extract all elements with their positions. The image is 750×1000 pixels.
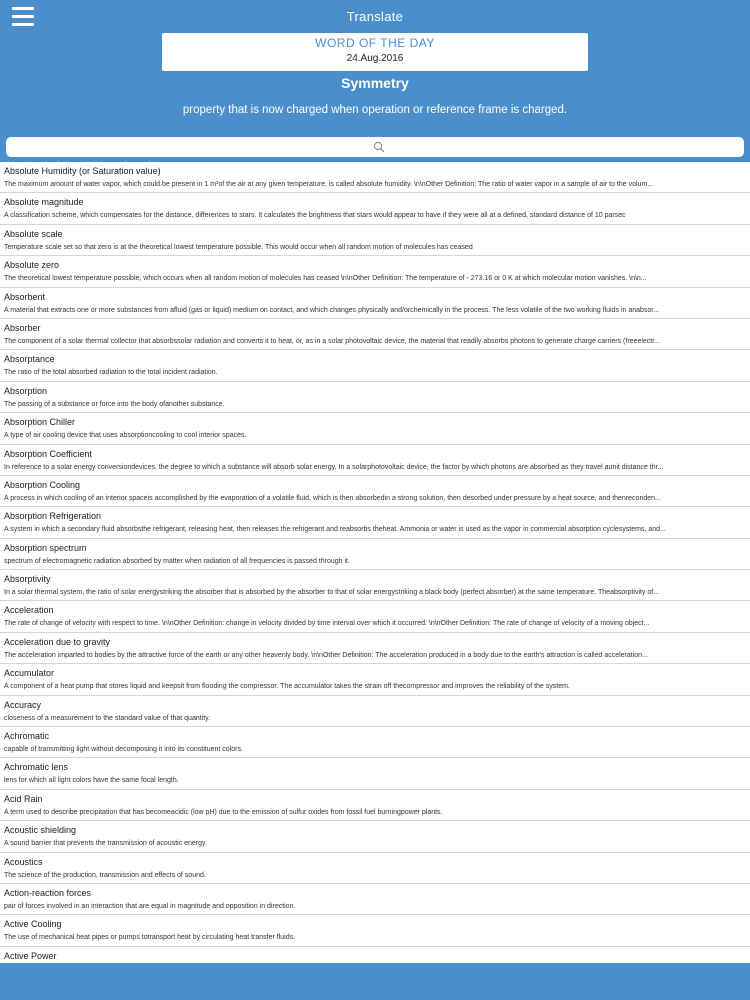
entry-term: Absorption Chiller bbox=[4, 417, 76, 428]
list-item[interactable] bbox=[0, 350, 750, 381]
list-item[interactable] bbox=[0, 601, 750, 632]
entry-definition: A term used to describe precipitation that has becomeacidic (low pH) due to the emission of sulfur oxides from fossil fuel burningpower plants. bbox=[4, 808, 443, 816]
entry-definition: A sound barrier that prevents the transmission of acoustic energy. bbox=[4, 840, 207, 848]
list-item[interactable] bbox=[0, 790, 750, 821]
entry-term: Absorption spectrum bbox=[4, 542, 87, 553]
entry-term: Acoustics bbox=[4, 856, 43, 867]
footer-bar bbox=[0, 963, 750, 1000]
entry-term: Absolute Humidity (or Saturation value) bbox=[4, 166, 161, 176]
entry-definition: pair of forces involved in an interaction that are equal in magnitude and opposition in direction. bbox=[4, 902, 296, 910]
list-item[interactable] bbox=[0, 445, 750, 476]
nav-title: Translate bbox=[346, 9, 404, 24]
entry-definition: The science of the production, transmission and effects of sound. bbox=[4, 871, 206, 879]
list-item[interactable] bbox=[0, 664, 750, 695]
entry-definition: The component of a solar thermal collector that absorbssolar radiation and converts it to heat, or, as in a solar photovoltaic device, the material that readily absorbs photons to generate charge carriers (freeelectr... bbox=[4, 337, 661, 345]
search-icon bbox=[373, 141, 385, 153]
list-item[interactable] bbox=[0, 225, 750, 256]
search-bar bbox=[0, 130, 750, 162]
list-item[interactable] bbox=[0, 884, 750, 915]
list-item[interactable] bbox=[0, 853, 750, 884]
entry-term: Action-reaction forces bbox=[4, 887, 92, 898]
entry-definition: A component of a heat pump that stores liquid and keepsit from flooding the compressor. The accumulator takes the strain off thecompressor and improves the reliability of the system. bbox=[4, 683, 570, 691]
word-of-the-day-date: 24.Aug.2016 bbox=[346, 53, 404, 64]
list-item[interactable] bbox=[0, 507, 750, 538]
list-item[interactable] bbox=[0, 758, 750, 789]
entry-definition: In a solar thermal system, the ratio of solar energystriking the absorber that is absorbed by the absorber to that of solar energystriking a black body (perfect absorber) at the same temperature. Theabsorptivity of... bbox=[4, 589, 660, 597]
list-item[interactable] bbox=[0, 162, 750, 193]
entry-term: Acceleration bbox=[4, 605, 54, 616]
list-item[interactable] bbox=[0, 947, 750, 963]
list-item[interactable] bbox=[0, 476, 750, 507]
entry-term: Active Cooling bbox=[4, 919, 62, 930]
word-of-the-day-label: WORD OF THE DAY bbox=[315, 36, 435, 50]
entry-definition: A type of air cooling device that uses absorptioncooling to cool interior spaces. bbox=[4, 432, 247, 440]
list-item[interactable] bbox=[0, 727, 750, 758]
entry-definition: lens for which all light colors have the same focal length. bbox=[4, 777, 179, 785]
entry-definition: The ratio of the total absorbed radiation to the total incident radiation. bbox=[4, 369, 218, 377]
list-item[interactable] bbox=[0, 696, 750, 727]
list-item[interactable] bbox=[0, 413, 750, 444]
glossary-list[interactable] bbox=[0, 162, 750, 963]
entry-term: Acoustic shielding bbox=[4, 825, 77, 836]
entry-definition: In reference to a solar energy conversiondevices, the degree to which a substance will absorb solar energy. In a solarphotovoltaic device, the factor by which photons are absorbed as they travel aunit distance thr... bbox=[4, 463, 664, 471]
entry-term: Accuracy bbox=[4, 699, 42, 710]
entry-definition: closeness of a measurement to the standard value of that quantity. bbox=[4, 714, 211, 722]
entry-term: Absorption Cooling bbox=[4, 479, 81, 490]
entry-term: Absorptivity bbox=[4, 574, 51, 585]
word-of-the-day-word: Symmetry bbox=[341, 75, 409, 91]
search-box[interactable] bbox=[6, 137, 744, 157]
list-item[interactable] bbox=[0, 382, 750, 413]
entry-term: Absorption Refrigeration bbox=[4, 511, 102, 522]
list-item[interactable] bbox=[0, 915, 750, 946]
entry-term: Absorbent bbox=[4, 291, 46, 302]
list-item[interactable] bbox=[0, 256, 750, 287]
entry-definition: Temperature scale set so that zero is at the theoretical lowest temperature possible. This would occur when all random motion of molecules has ceased bbox=[4, 243, 473, 251]
word-of-the-day-card[interactable] bbox=[162, 33, 588, 71]
entry-term: Absolute zero bbox=[4, 260, 60, 271]
entry-term: Active Power bbox=[4, 950, 57, 961]
entry-definition: spectrum of electromagnetic radiation absorbed by matter when radiation of all frequencies is passed through it. bbox=[4, 557, 350, 565]
entry-definition: A material that extracts one or more substances from afluid (gas or liquid) medium on contact, and which changes physically and/orchemically in the process. The less volatile of the two working fluids in anabsor... bbox=[4, 306, 660, 314]
entry-definition: The acceleration imparted to bodies by the attractive force of the earth or any other heavenly body. \n\nOther Definition: The acceleration produced in a body due to the earth's attraction is called acceleration... bbox=[4, 651, 648, 659]
entry-definition: The passing of a substance or force into the body ofanother substance. bbox=[4, 400, 225, 408]
entry-term: Accumulator bbox=[4, 668, 55, 679]
entry-definition: The rate of change of velocity with respect to time. \n\nOther Definition: change in velocity divided by time interval over which it occurred. \n\nOther Definition: The rate of change of velocity of a moving object... bbox=[4, 620, 650, 628]
entry-term: Achromatic bbox=[4, 731, 50, 742]
entry-term: Absorption Coefficient bbox=[4, 448, 92, 459]
entry-term: Absolute magnitude bbox=[4, 197, 84, 208]
list-item[interactable] bbox=[0, 570, 750, 601]
entry-term: Absolute scale bbox=[4, 228, 63, 239]
word-of-the-day-definition: property that is now charged when operation or reference frame is charged. bbox=[182, 104, 568, 116]
entry-definition: The theoretical lowest temperature possible, which occurs when all random motion of molecules has ceased \n\nOther Definition: The temperature of - 273.16 or 0 K at which molecular motion vanishes. \n\n... bbox=[4, 275, 647, 283]
entry-term: Acid Rain bbox=[4, 793, 43, 804]
entry-definition: capable of transmitting light without decomposing it into its constituent colors. bbox=[4, 746, 243, 754]
list-item[interactable] bbox=[0, 539, 750, 570]
entry-definition: The use of mechanical heat pipes or pumps totransport heat by circulating heat transfer fluids. bbox=[4, 934, 296, 942]
entry-term: Achromatic lens bbox=[4, 762, 69, 773]
entry-definition: The maximum amount of water vapor, which could be present in 1 m³of the air at any given temperature, is called absolute humidity. \n\nOther Definition: The ratio of water vapor in a sample of air to the volum... bbox=[4, 181, 654, 188]
entry-term: Acceleration due to gravity bbox=[4, 636, 111, 647]
entry-term: Absorptance bbox=[4, 354, 55, 365]
entry-term: Absorber bbox=[4, 322, 41, 333]
list-item[interactable] bbox=[0, 288, 750, 319]
entry-definition: A process in which cooling of an interior spaceis accomplished by the evaporation of a volatile fluid, which is then absorbedin a strong solution, then desorbed under pressure by a heat source, and thenreconden... bbox=[4, 494, 661, 502]
list-item[interactable] bbox=[0, 193, 750, 224]
list-item[interactable] bbox=[0, 821, 750, 852]
list-item[interactable] bbox=[0, 319, 750, 350]
entry-definition: A classification scheme, which compensates for the distance, differences to stars. It calculates the brightness that stars would appear to have if they were all at a defined, standard distance of 10 parsec bbox=[4, 212, 626, 220]
entry-term: Absorption bbox=[4, 385, 48, 396]
list-item[interactable] bbox=[0, 633, 750, 664]
entry-definition: A system in which a secondary fluid absorbsthe refrigerant, releasing heat, then releases the refrigerant and reabsorbs theheat. Ammonia or water is used as the vapor in commercial absorption cyclesystems, and... bbox=[4, 526, 666, 534]
